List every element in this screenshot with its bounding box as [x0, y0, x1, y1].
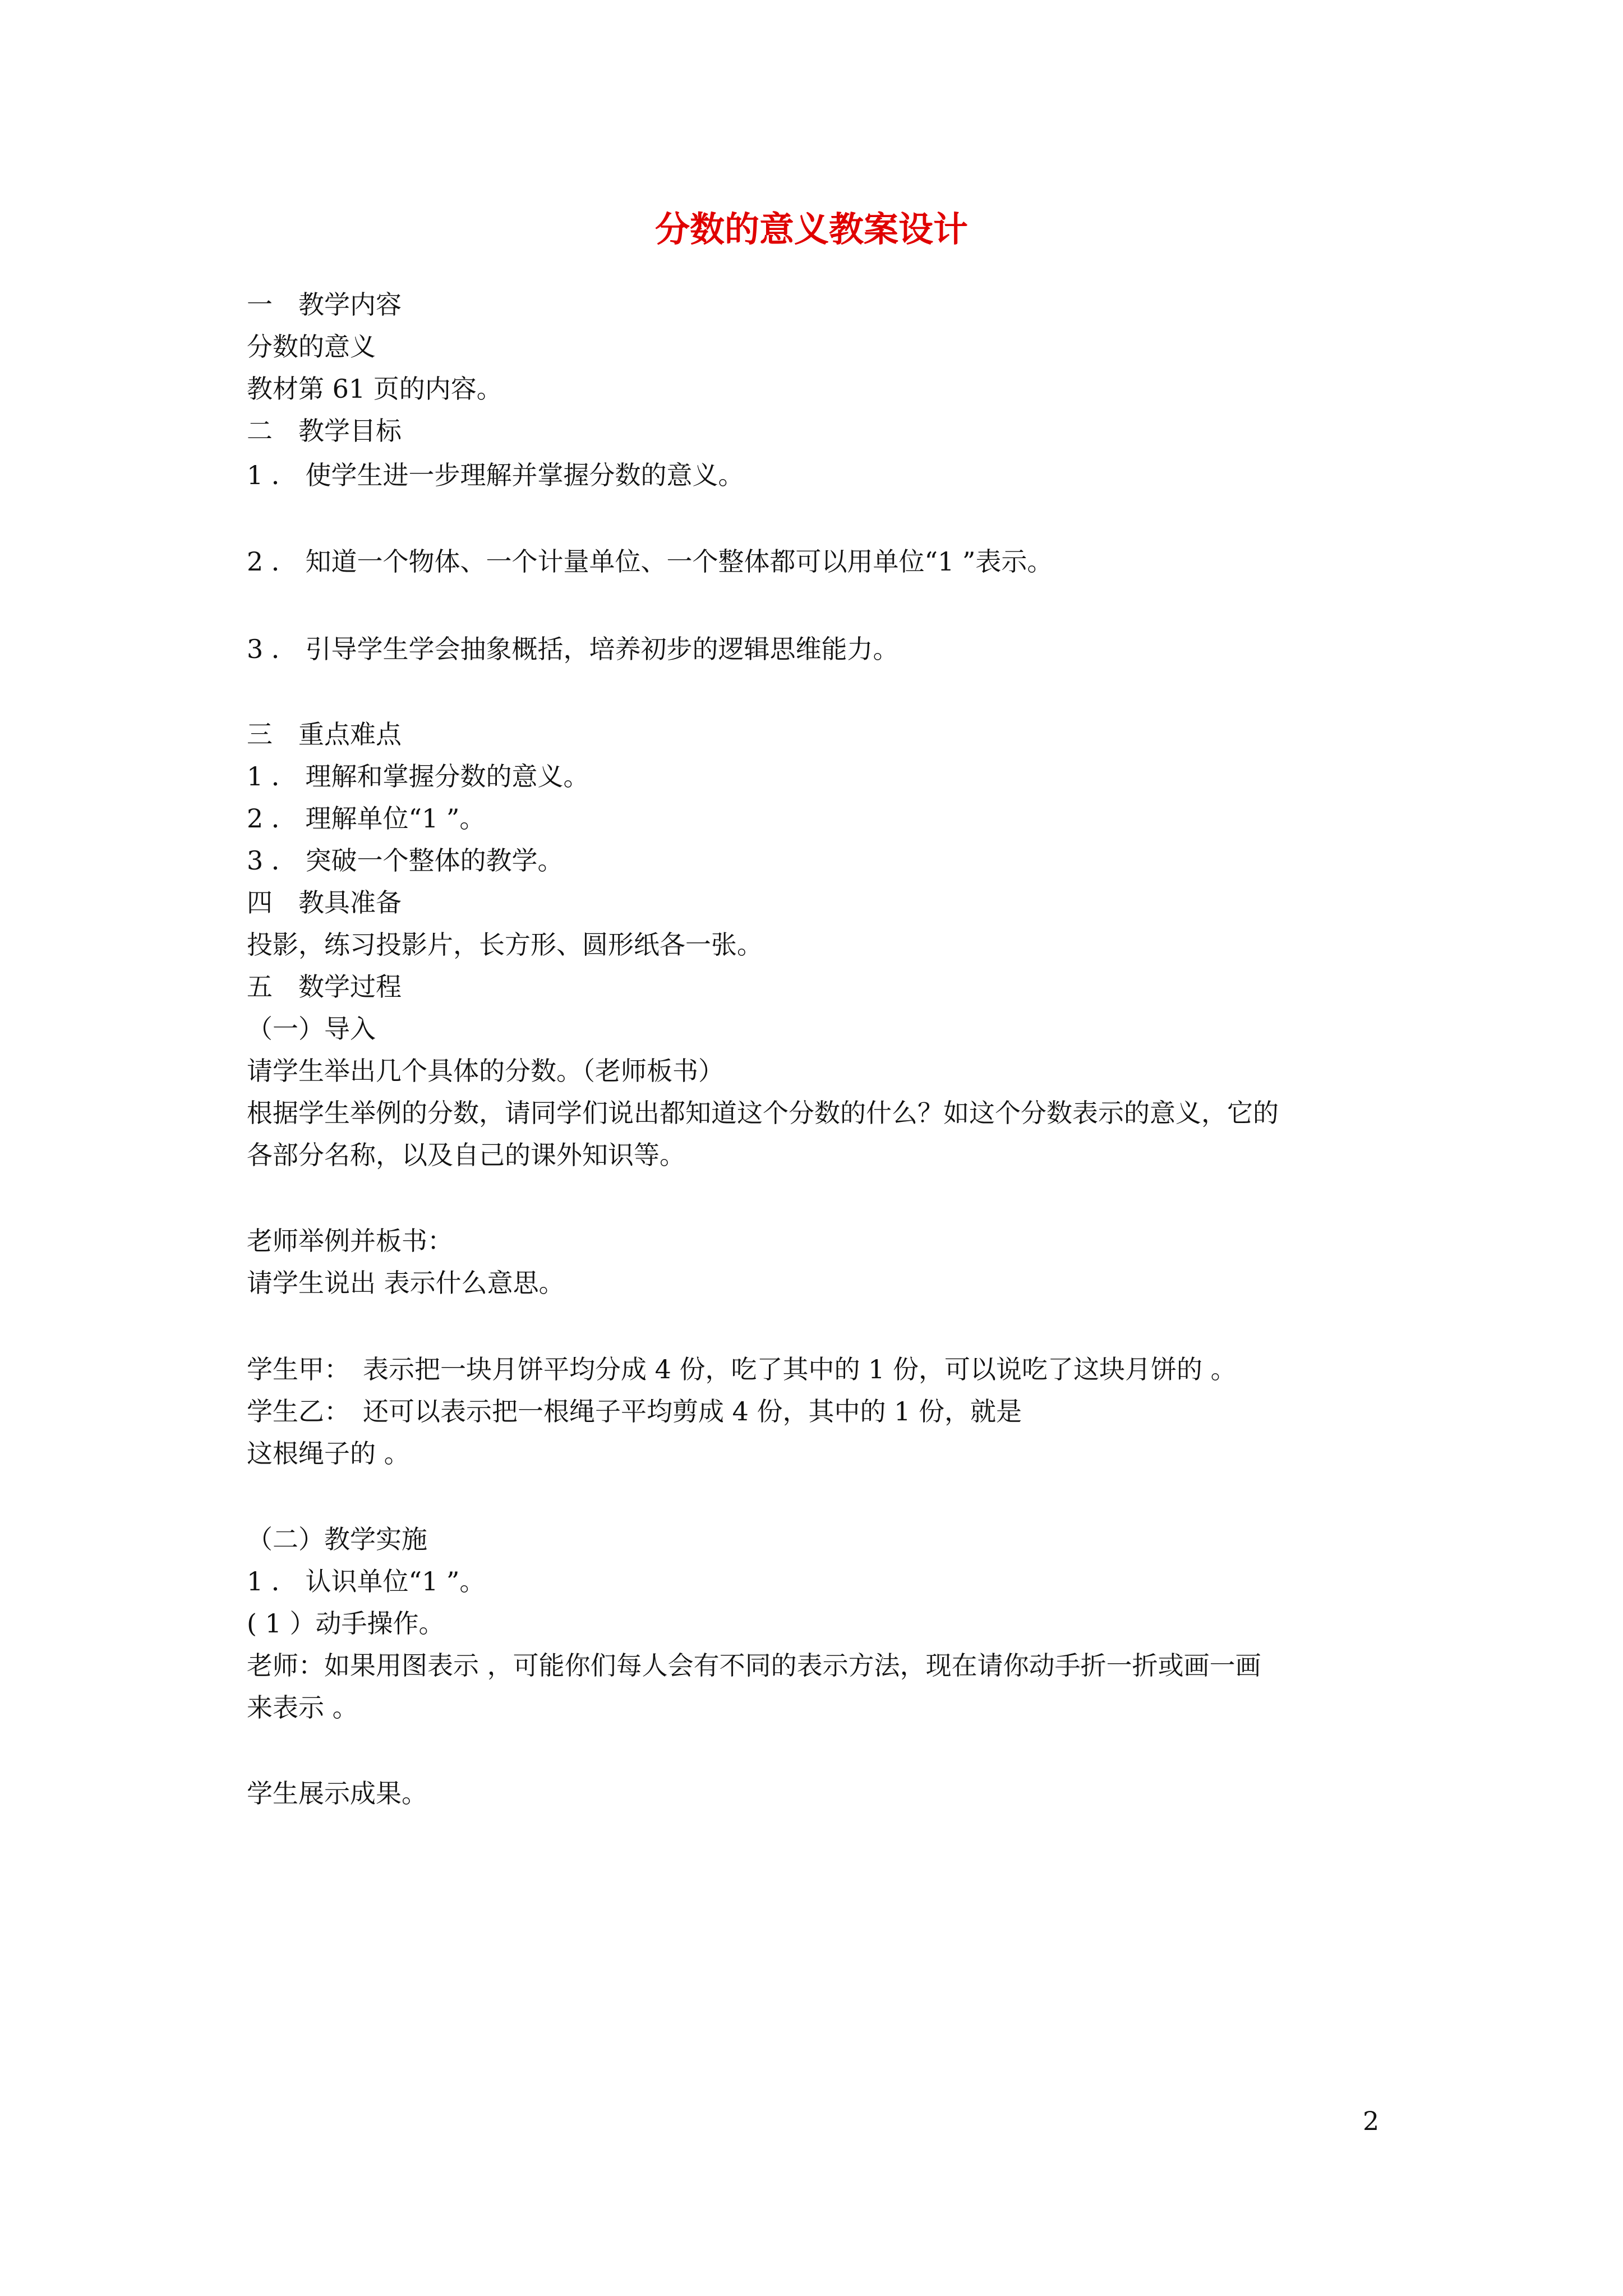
- text-line: 投影，练习投影片，长方形、圆形纸各一张。: [247, 930, 763, 960]
- page-number: 2: [1363, 2106, 1380, 2136]
- text-line: 请学生举出几个具体的分数。（老师板书）: [247, 1056, 724, 1086]
- text-line: 各部分名称，以及自己的课外知识等。: [247, 1140, 685, 1170]
- text-line: 根据学生举例的分数，请同学们说出都知道这个分数的什么？如这个分数表示的意义，它的: [247, 1098, 1279, 1128]
- section-heading-goals: 二 教学目标: [247, 416, 402, 446]
- list-item: 2 ． 知道一个物体、一个计量单位、一个整体都可以用单位“1 ”表示。: [247, 546, 1053, 577]
- list-item: 3 ． 引导学生学会抽象概括，培养初步的逻辑思维能力。: [247, 634, 899, 664]
- list-item: 2 ． 理解单位“1 ”。: [247, 803, 486, 834]
- document-title: 分数的意义教案设计: [654, 209, 968, 250]
- list-item: 1 ． 使学生进一步理解并掌握分数的意义。: [247, 460, 744, 490]
- text-line: 老师举例并板书：: [247, 1226, 453, 1256]
- text-line: 老师：如果用图表示 ，可能你们每人会有不同的表示方法，现在请你动手折一折或画一画: [247, 1650, 1261, 1681]
- text-line: 学生甲： 表示把一块月饼平均分成 4 份，吃了其中的 1 份，可以说吃了这块月饼的 。: [247, 1354, 1237, 1384]
- list-item: 1 ． 理解和掌握分数的意义。: [247, 761, 589, 792]
- text-line: 学生乙： 还可以表示把一根绳子平均剪成 4 份，其中的 1 份，就是: [247, 1396, 1022, 1427]
- section-heading-process: 五 数学过程: [247, 972, 402, 1002]
- text-line: 来表示 。: [247, 1692, 358, 1723]
- list-item: 3 ． 突破一个整体的教学。: [247, 845, 564, 876]
- section-heading-content: 一 教学内容: [247, 289, 402, 320]
- section-heading-materials: 四 教具准备: [247, 887, 402, 918]
- text-line: 请学生说出 表示什么意思。: [247, 1268, 565, 1298]
- list-item: ( 1 ）动手操作。: [247, 1608, 445, 1639]
- list-item: 1 ． 认识单位“1 ”。: [247, 1566, 486, 1596]
- text-line: 学生展示成果。: [247, 1778, 427, 1809]
- subsection-heading: （二）教学实施: [247, 1524, 427, 1554]
- text-line: 这根绳子的 。: [247, 1438, 410, 1469]
- subsection-heading: （一）导入: [247, 1014, 376, 1044]
- text-line: 教材第 61 页的内容。: [247, 374, 502, 404]
- text-line: 分数的意义: [247, 332, 376, 362]
- section-heading-keypoints: 三 重点难点: [247, 719, 402, 749]
